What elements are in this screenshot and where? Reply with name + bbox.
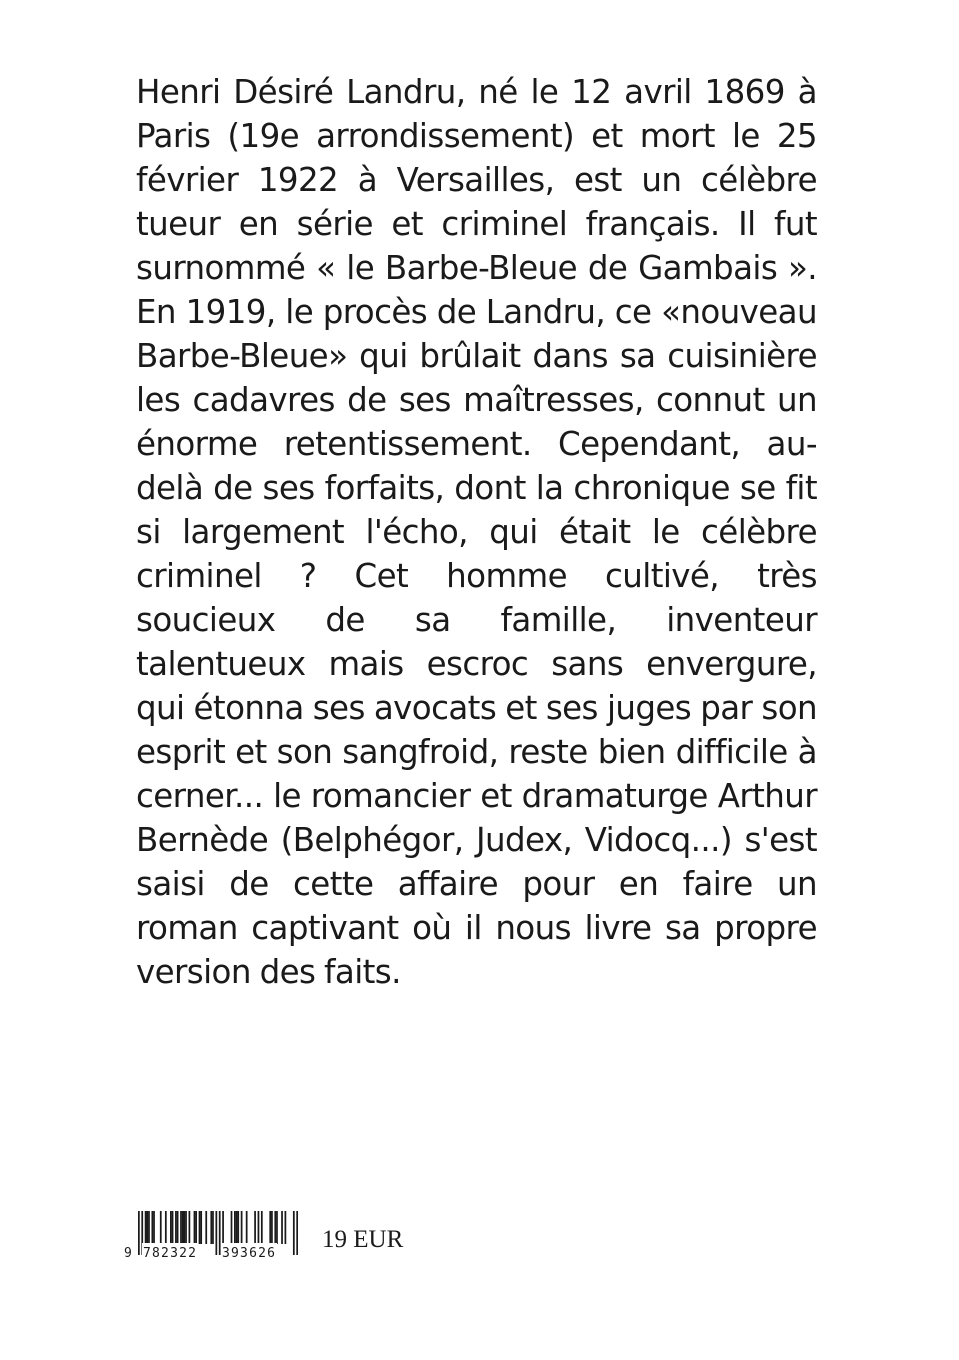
barcode-first-digit: 9 [124, 1246, 132, 1261]
barcode-bar [205, 1211, 207, 1244]
barcode-bar [172, 1211, 174, 1244]
barcode-bar [200, 1211, 202, 1244]
back-cover-blurb: Henri Désiré Landru, né le 12 avril 1869 à Paris (19e arrondissement) et mort le 25 février 1922 à Versailles, est un célèbre tueur en série et criminel français. Il fut surnommé « le Barbe-Bleue de Gambais ». En 1919, le procès de Landru, ce «nouveau Barbe-Bleue» qui brûlait dans sa cuisinière les cadavres de ses maîtresses, connut un énorme retentissement. Cependant, au-delà de ses forfaits, dont la chronique se fit si largement l'écho, qui était le célèbre criminel ? Cet homme cultivé, très soucieux de sa famille, inventeur talentueux mais escroc sans envergure, qui étonna ses avocats et ses juges par son esprit et son sangfroid, reste bien difficile à cerner... le romancier et dramaturge Arthur Bernède (Belphégor, Judex, Vidocq...) s'est saisi de cette affaire pour en faire un roman captivant où il nous livre sa propre version des faits. [136, 73, 817, 991]
barcode-bar [183, 1211, 185, 1244]
barcode-bar [210, 1211, 212, 1244]
barcode-digits [118, 1241, 298, 1263]
barcode-bar [170, 1211, 172, 1244]
barcode-bar [146, 1211, 148, 1244]
barcode-bar [160, 1211, 162, 1244]
barcode-bar [285, 1211, 287, 1244]
barcode-left-digits: 782322 [142, 1243, 198, 1265]
barcode-bar [182, 1211, 184, 1244]
barcode-bar [212, 1211, 214, 1244]
barcode-bar [165, 1211, 167, 1244]
barcode-bar [222, 1211, 224, 1244]
barcode-bar [175, 1211, 177, 1244]
barcode-bar [194, 1211, 196, 1244]
barcode-bar [234, 1211, 236, 1244]
barcode-bar [276, 1211, 278, 1244]
barcode-bar [199, 1211, 201, 1244]
barcode-bar [241, 1211, 243, 1244]
barcode-bar [189, 1211, 191, 1244]
barcode-bar [231, 1211, 233, 1244]
barcode-bar [237, 1211, 239, 1244]
barcode-bar [246, 1211, 248, 1244]
barcode-bar [195, 1211, 197, 1244]
barcode-bar [254, 1211, 256, 1244]
barcode-bar [236, 1211, 238, 1244]
barcode-bar [271, 1211, 273, 1244]
barcode-bar [180, 1211, 182, 1244]
barcode-bar [145, 1211, 147, 1244]
barcode-bar [148, 1211, 150, 1244]
isbn-barcode [118, 1211, 298, 1267]
barcode-right-digits: 393626 [221, 1243, 277, 1265]
barcode-bar [153, 1211, 155, 1244]
barcode-bar [185, 1211, 187, 1244]
barcode-bar [261, 1211, 263, 1244]
barcode-bar [281, 1211, 283, 1244]
barcode-bar [258, 1211, 260, 1244]
price-label: 19 EUR [322, 1226, 404, 1253]
barcode-bar [151, 1211, 153, 1244]
barcode-bar [269, 1211, 271, 1244]
barcode-bar [177, 1211, 179, 1244]
barcode-bar [274, 1211, 276, 1244]
